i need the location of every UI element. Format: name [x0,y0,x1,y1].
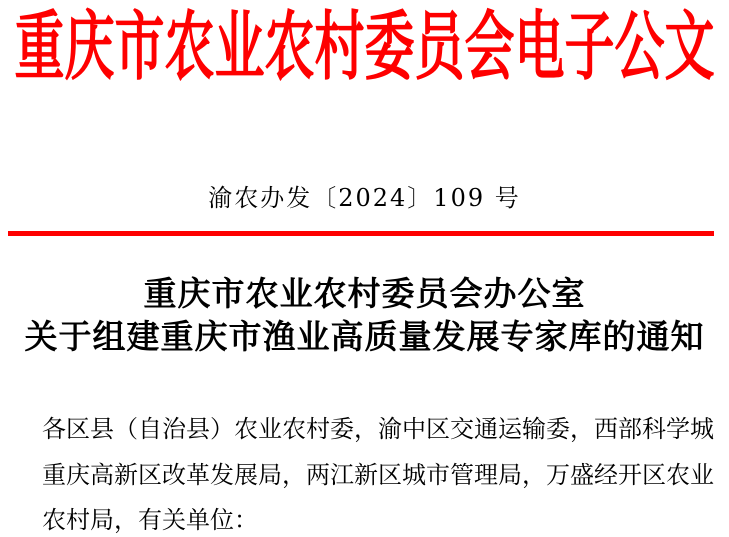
addressee-line: 农村局，有关单位： [42,506,258,534]
document-title [0,272,729,358]
document-title-line-2: 关于组建重庆市渔业高质量发展专家库的通知 [24,317,705,356]
document-title-line-1: 重庆市农业农村委员会办公室 [143,274,586,313]
masthead-title: 重庆市农业农村委员会电子公文 [14,2,715,91]
red-divider-rule [8,231,714,236]
addressee-paragraph [42,407,718,537]
addressee-line: 重庆高新区改革发展局，两江新区城市管理局，万盛经开区农业 [42,460,714,489]
document-reference-number: 渝农办发〔2024〕109 号 [208,184,521,212]
addressee-line: 各区县（自治县）农业农村委，渝中区交通运输委，西部科学城 [42,415,714,443]
